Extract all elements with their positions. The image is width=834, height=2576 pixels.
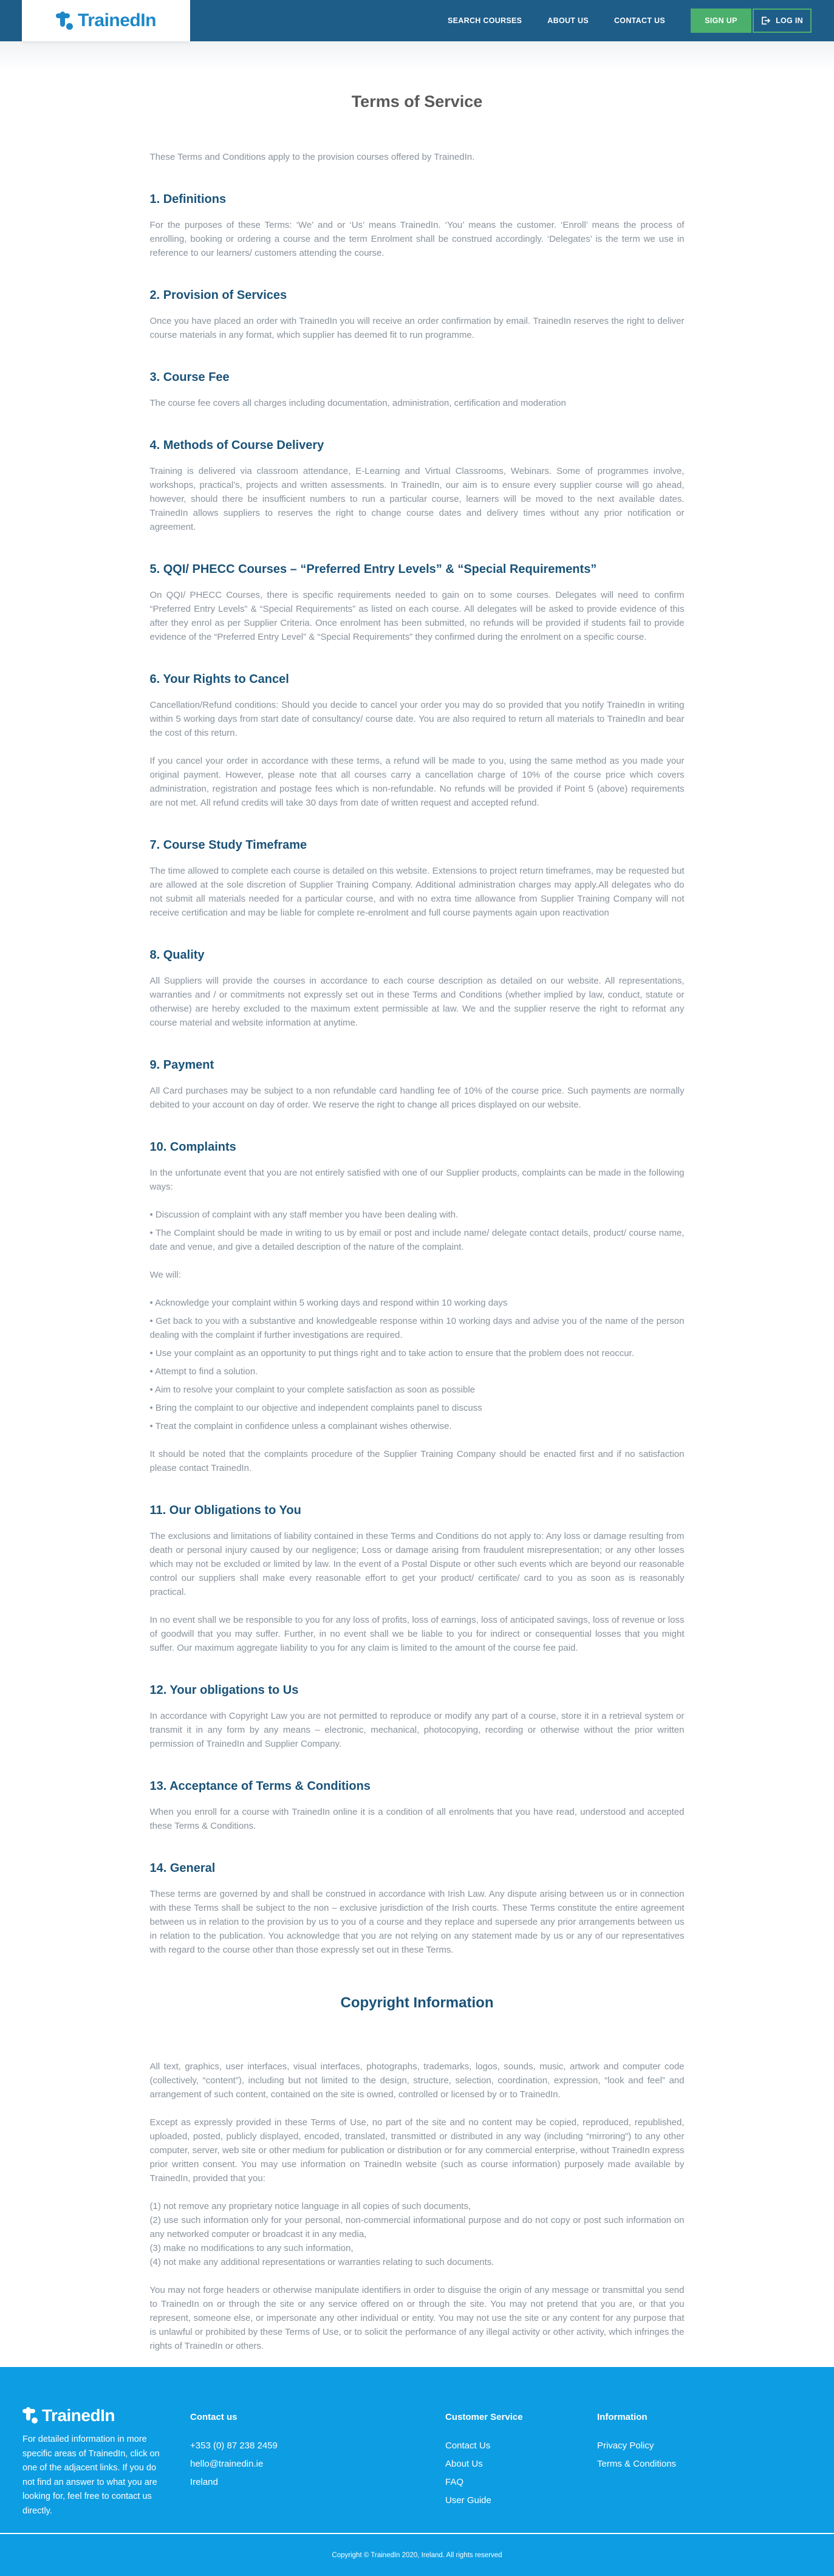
footer-logo-icon <box>22 2407 38 2424</box>
bullet-list <box>150 1208 685 1254</box>
intro-paragraph: These Terms and Conditions apply to the provision courses offered by TrainedIn. <box>149 152 475 162</box>
terms-section <box>150 1860 685 1957</box>
section-heading: 10. Complaints <box>149 1140 236 1154</box>
section-paragraph: In no event shall we be responsible to you for any loss of profits, loss of earnings, loss of anticipated savings, loss of revenue or loss of goodwill that you may suffer. Further, in no event shall we be liable to you for indirect or consequential losses that you might suffer. Our maximum aggregate liability to you for any claim is limited to the amount of the course fee paid. <box>149 1615 685 1653</box>
footer-information-heading: Information <box>597 2412 648 2422</box>
footer-contact-heading: Contact us <box>190 2412 238 2422</box>
bullet-list <box>150 1296 685 1433</box>
section-heading: 9. Payment <box>149 1058 214 1072</box>
numbered-line: (4) not make any additional representations or warranties relating to such documents. <box>149 2257 494 2267</box>
terms-section <box>150 1502 685 1655</box>
terms-section <box>150 437 685 534</box>
nav-search-courses[interactable]: SEARCH COURSES <box>448 16 522 25</box>
section-paragraph: In accordance with Copyright Law you are not permitted to reproduce or modify any part of a course, store it in a retrieval system or transmit it in any form by any means – electronic, mechanical, photocopying, recording or otherwise without the prior written permission of TrainedIn and Supplier Company. <box>149 1711 685 1749</box>
section-paragraph: Cancellation/Refund conditions: Should you decide to cancel your order you may do so provided that you notify TrainedIn in writing within 5 working days from start date of consultancy/ course date. You are also required to return all materials to TrainedIn and bear the cost of this return. <box>149 700 685 738</box>
section-paragraph: On QQI/ PHECC Courses, there is specific requirements needed to gain on to some courses. Delegates will need to confirm “Preferred Entry Levels” & “Special Requirements” as listed on each course. All delegates will be asked to provide evidence of this after they enrol as per Supplier Criteria. Once enrolment has been submitted, no refunds will be provided if students fail to provide evidence of the “Preferred Entry Level” & “Special Requirements” they confirmed during the enrolment on a specific course. <box>149 590 685 642</box>
section-paragraph: For the purposes of these Terms: ‘We’ and or ‘Us’ means TrainedIn. ‘You’ means the customer. ‘Enroll’ means the process of enrolling, booking or ordering a course and the term Enrolment shall be construed accordingly. ‘Delegates’ is the term we use in reference to our learners/ customers attending the course. <box>149 220 685 258</box>
logo-tile <box>22 0 190 41</box>
section-paragraph: Once you have placed an order with TrainedIn you will receive an order confirmation by email. TrainedIn reserves the right to deliver course materials in any format, which supplier has deemed fit to run programme. <box>149 316 685 340</box>
bullet-item: • Use your complaint as an opportunity to put things right and to take action to ensure that the problem does not reoccur. <box>150 1346 685 1360</box>
terms-section <box>150 671 685 810</box>
copyright-text: Copyright © TrainedIn 2020, Ireland. All rights reserved <box>332 2551 502 2559</box>
footer-contact-column <box>190 2410 445 2533</box>
terms-section <box>150 1139 685 1475</box>
terms-section <box>150 837 685 920</box>
footer-link-about-us[interactable]: About Us <box>445 2459 483 2469</box>
footer-customer-service-column <box>445 2410 597 2533</box>
copyright-info-title: Copyright Information <box>340 1995 494 2011</box>
bullet-item: • Discussion of complaint with any staff member you have been dealing with. <box>150 1208 685 1222</box>
trainedin-logo-icon <box>56 12 73 30</box>
footer-link-contact-us[interactable]: Contact Us <box>445 2441 491 2451</box>
section-heading: 4. Methods of Course Delivery <box>149 439 324 452</box>
terms-section <box>150 1682 685 1751</box>
terms-section <box>150 947 685 1030</box>
terms-section <box>150 287 685 342</box>
log-in-button[interactable]: LOG IN <box>753 9 812 33</box>
numbered-line: (3) make no modifications to any such information, <box>149 2243 354 2253</box>
section-paragraph: Training is delivered via classroom attendance, E-Learning and Virtual Classrooms, Webinars. Some of programmes involve, workshops, practical’s, projects and written assessments. In TrainedIn, our aim is to ensure every supplier course will go ahead, however, should there be insufficient numbers to run a particular course, learners will be moved to the next available dates. TrainedIn allows suppliers to reserves the right to change course dates and delivery times without any prior notification or agreement. <box>149 466 685 532</box>
section-heading: 7. Course Study Timeframe <box>149 838 307 852</box>
section-paragraph: In the unfortunate event that you are not entirely satisfied with one of our Supplier products, complaints can be made in the following ways: <box>149 1168 685 1192</box>
numbered-line: (1) not remove any proprietary notice language in all copies of such documents, <box>149 2201 471 2211</box>
bullet-item: • Aim to resolve your complaint to your complete satisfaction as soon as possible <box>150 1383 685 1397</box>
bullet-item: • Treat the complaint in confidence unless a complainant wishes otherwise. <box>150 1419 685 1433</box>
footer-link-user-guide[interactable]: User Guide <box>445 2495 491 2506</box>
footer-phone-link[interactable]: +353 (0) 87 238 2459 <box>190 2441 278 2451</box>
section-paragraph: All text, graphics, user interfaces, visual interfaces, photographs, trademarks, logos, sounds, music, artwork and computer code (collectively, “content”), including but not limited to the design, structure, selection, coordination, expression, “look and feel” and arrangement of such content, contained on the site is owned, controlled or licensed by or to TrainedIn. <box>149 2061 685 2100</box>
section-heading: 1. Definitions <box>149 193 227 206</box>
bullet-item: • Attempt to find a solution. <box>150 1365 685 1379</box>
footer-information-column <box>597 2410 834 2533</box>
section-heading: 8. Quality <box>149 948 205 962</box>
terms-section <box>150 191 685 260</box>
terms-section <box>150 1778 685 1833</box>
terms-section <box>150 369 685 410</box>
section-heading: 11. Our Obligations to You <box>149 1504 301 1517</box>
footer <box>0 2367 834 2533</box>
nav-contact-us[interactable]: CONTACT US <box>614 16 665 25</box>
section-paragraph: The exclusions and limitations of liability contained in these Terms and Conditions do not apply to: Any loss or damage resulting from death or personal injury caused by our negligence; Loss or damage arising from fraudulent misrepresentation; or any other losses which may not be excluded or limited by law. In the event of a Postal Dispute or other such events which are beyond our reasonable control our suppliers shall make every reasonable effort to get your product/ certificate/ card to you as soon as is reasonably practical. <box>149 1531 685 1597</box>
copyright-bar <box>0 2533 834 2576</box>
section-paragraph: Except as expressly provided in these Terms of Use, no part of the site and no content may be copied, reproduced, republished, uploaded, posted, publicly displayed, encoded, translated, transmitted or distributed in any way (including “mirroring”) to any other computer, server, web site or other medium for publication or distribution or for any commercial enterprise, without TrainedIn express prior written consent. You may use information on TrainedIn website (such as course information) purposely made available by TrainedIn, provided that you: <box>149 2117 685 2184</box>
nav-about-us[interactable]: ABOUT US <box>547 16 589 25</box>
footer-link-faq[interactable]: FAQ <box>445 2477 464 2487</box>
terms-sections <box>150 191 685 1957</box>
section-paragraph: The course fee covers all charges including documentation, administration, certification and moderation <box>149 398 566 408</box>
page-title: Terms of Service <box>351 92 483 111</box>
footer-description: For detailed information in more specific areas of TrainedIn, click on one of the adjacent links. If you do not find an answer to what you are looking for, feel free to contact us directly. <box>22 2434 160 2516</box>
section-paragraph: If you cancel your order in accordance with these terms, a refund will be made to you, using the same method as you made your original payment. However, please note that all courses carry a cancellation charge of 10% of the course price which covers administration, registration and postage fees which is non-refundable. No refunds will be provided if Point 5 (above) requirements are not met. All refund credits will take 30 days from date of written request and accepted refund. <box>149 756 685 808</box>
footer-logo-text: TrainedIn <box>42 2406 115 2425</box>
section-paragraph: When you enroll for a course with TrainedIn online it is a condition of all enrolments that you have read, understood and accepted these Terms & Conditions. <box>149 1807 685 1831</box>
section-heading: 13. Acceptance of Terms & Conditions <box>149 1780 371 1793</box>
bullet-item: • Bring the complaint to our objective and independent complaints panel to discuss <box>150 1401 685 1415</box>
footer-about-column <box>22 2406 190 2533</box>
terms-section <box>150 561 685 644</box>
footer-logo[interactable] <box>22 2406 190 2425</box>
footer-email-link[interactable]: hello@trainedin.ie <box>190 2459 264 2469</box>
section-heading: 5. QQI/ PHECC Courses – “Preferred Entry Levels” & “Special Requirements” <box>149 563 597 576</box>
numbered-line: (2) use such information only for your personal, non-commercial informational purpose and do not copy or post such information on any networked computer or broadcast it in any media, <box>149 2215 685 2239</box>
top-navbar <box>0 0 834 41</box>
section-heading: 12. Your obligations to Us <box>149 1684 299 1697</box>
footer-customer-service-heading: Customer Service <box>445 2412 523 2422</box>
section-heading: 2. Provision of Services <box>149 289 287 302</box>
section-heading: 6. Your Rights to Cancel <box>149 673 289 686</box>
section-heading: 3. Course Fee <box>149 371 230 384</box>
footer-link-terms-conditions[interactable]: Terms & Conditions <box>597 2459 677 2469</box>
sign-up-button[interactable]: SIGN UP <box>691 9 751 33</box>
bullet-item: • The Complaint should be made in writing to us by email or post and include name/ delegate contact details, product/ course name, date and venue, and give a detailed description of the nature of the complaint. <box>150 1226 685 1254</box>
login-icon <box>761 16 771 25</box>
section-heading: 14. General <box>149 1862 216 1875</box>
trainedin-logo[interactable] <box>56 10 156 31</box>
section-paragraph: All Card purchases may be subject to a non refundable card handling fee of 10% of the course price. Such payments are normally debited to your account on day of order. We reserve the right to change all prices displayed on our website. <box>149 1086 685 1110</box>
trainedin-logo-text: TrainedIn <box>78 10 156 30</box>
section-paragraph: All Suppliers will provide the courses in accordance to each course description as detailed on our website. All representations, warranties and / or commitments not expressly set out in these Terms and Conditions (whether implied by law, conduct, statute or otherwise) are hereby excluded to the maximum extent permissible at law. We and the supplier reserve the right to reformat any course material and website information at anytime. <box>149 976 685 1028</box>
copyright-info-section <box>150 2060 685 2353</box>
main-nav <box>448 0 812 41</box>
terms-content <box>150 150 685 2353</box>
section-paragraph: You may not forge headers or otherwise manipulate identifiers in order to disguise the origin of any message or transmittal you send to TrainedIn on or through the site or any service offered on or through the site. You may not pretend that you are, or that you represent, someone else, or impersonate any other individual or entity. You may not use the site or any content for any purpose that is unlawful or prohibited by these Terms of Use, or to solicit the performance of any illegal activity or other activity, which infringes the rights of TrainedIn or others. <box>149 2285 685 2351</box>
terms-section <box>150 1057 685 1112</box>
bullet-item: • Get back to you with a substantive and knowledgeable response within 10 working days and advise you of the name of the person dealing with the complaint if further investigations are required. <box>150 1314 685 1342</box>
page-body <box>0 41 834 2353</box>
footer-country: Ireland <box>190 2477 218 2487</box>
section-paragraph: It should be noted that the complaints procedure of the Supplier Training Company should be enacted first and if no satisfaction please contact TrainedIn. <box>149 1449 685 1473</box>
section-paragraph: These terms are governed by and shall be construed in accordance with Irish Law. Any dispute arising between us or in connection with these Terms shall be subject to the non – exclusive jurisdiction of the Irish courts. These Terms constitute the entire agreement between us in relation to the provision by us to you of a course and they replace and supersede any prior arrangements between us in relation to the publication. You acknowledge that you are not relying on any statement made by us or any of our representatives with regard to the course other than those expressly set out in these Terms. <box>149 1889 685 1955</box>
numbered-list <box>150 2199 685 2269</box>
section-paragraph: We will: <box>149 1270 181 1280</box>
footer-link-privacy-policy[interactable]: Privacy Policy <box>597 2441 654 2451</box>
bullet-item: • Acknowledge your complaint within 5 working days and respond within 10 working days <box>150 1296 685 1310</box>
section-paragraph: The time allowed to complete each course is detailed on this website. Extensions to project return timeframes, may be requested but are allowed at the sole discretion of Supplier Training Company. Additional administration charges may apply.All delegates who do not submit all materials needed for a particular course, and with no extra time allowance from Supplier Training Company will not receive certification and may be liable for complete re-enrolment and full course payments again upon reactivation <box>149 866 685 918</box>
